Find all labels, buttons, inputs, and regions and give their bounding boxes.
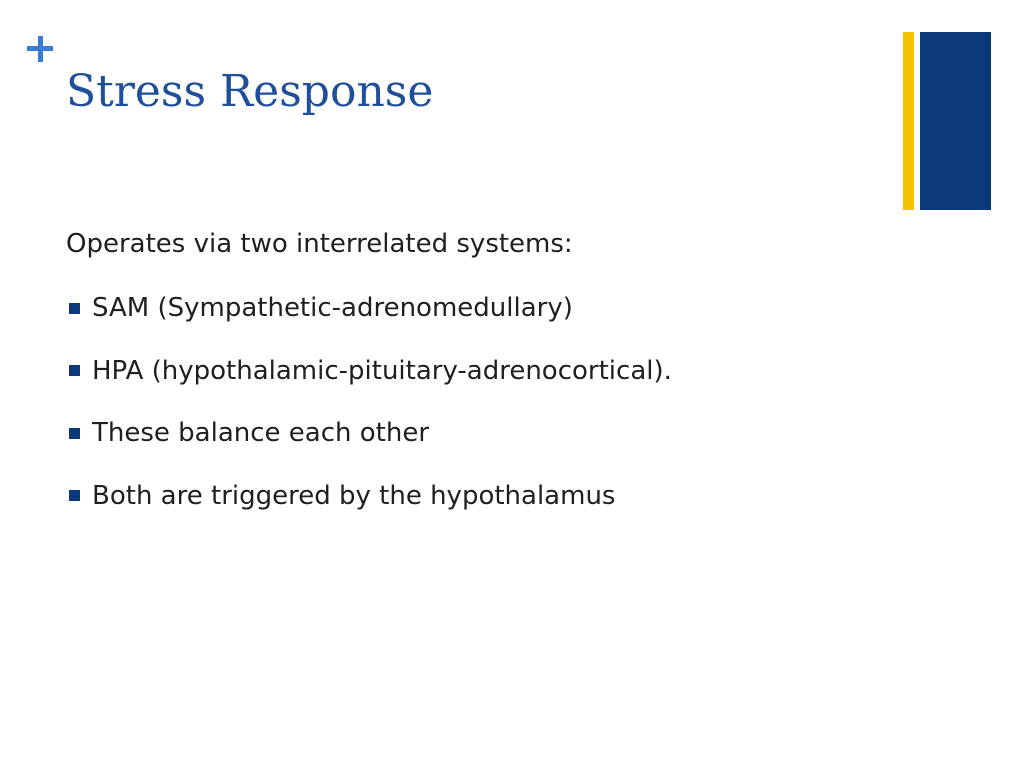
square-bullet-icon [69, 365, 80, 376]
bullet-item [66, 351, 672, 391]
square-bullet-icon [69, 490, 80, 501]
bullet-text: These balance each other [92, 418, 430, 448]
gold-accent-bar [903, 32, 914, 210]
slide-title: Stress Response [66, 66, 434, 117]
bullet-text: HPA (hypothalamic-pituitary-adrenocortical). [92, 355, 672, 386]
square-bullet-icon [69, 428, 80, 439]
intro-text: Operates via two interrelated systems: [66, 229, 573, 259]
bullet-list [66, 288, 672, 538]
square-bullet-icon [69, 303, 80, 314]
bullet-text: SAM (Sympathetic-adrenomedullary) [92, 293, 573, 323]
bullet-item [66, 288, 672, 328]
bullet-text: Both are triggered by the hypothalamus [92, 480, 616, 511]
bullet-item [66, 476, 672, 516]
plus-icon [27, 36, 53, 62]
bullet-item [66, 413, 672, 453]
navy-accent-bar [920, 32, 991, 210]
